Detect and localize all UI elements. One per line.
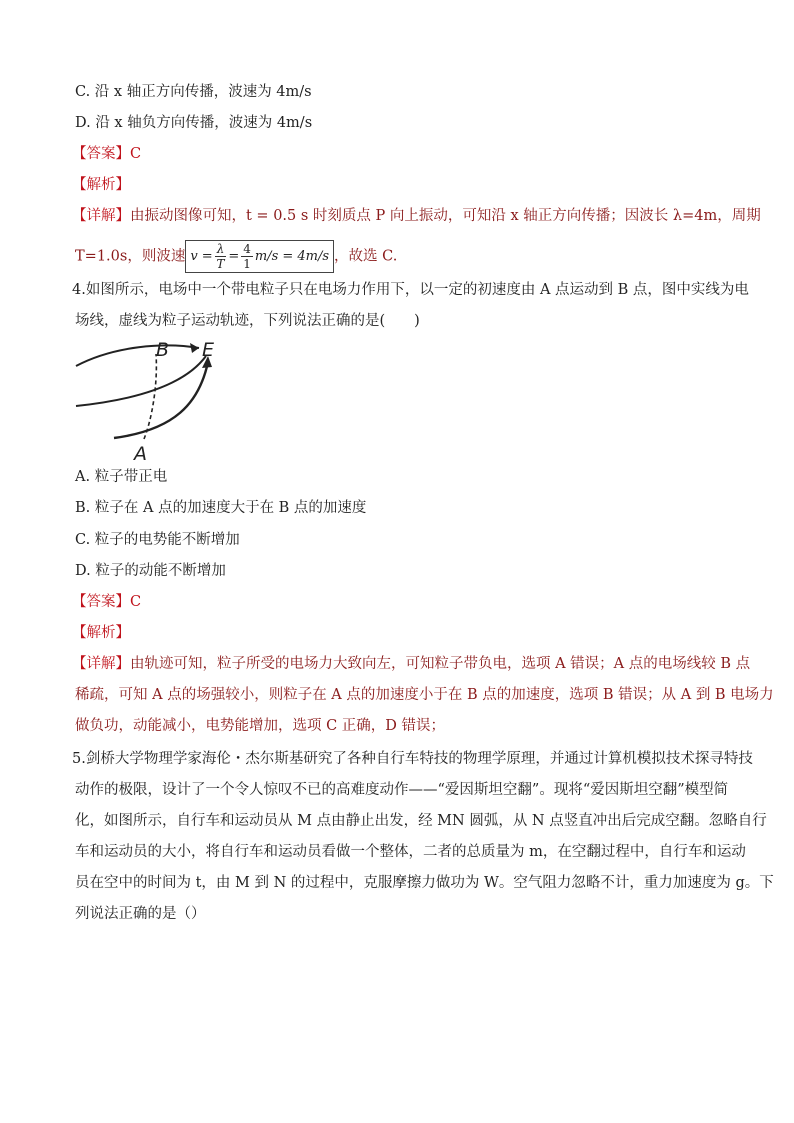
field-line-bottom xyxy=(114,362,208,438)
answer-tag: 【答案】 xyxy=(72,146,130,162)
q5-stem-line6: 列说法正确的是（） xyxy=(75,906,206,922)
fraction-lambda-T xyxy=(215,242,227,271)
answer-tag: 【答案】 xyxy=(72,594,130,610)
q3-detail-line1 xyxy=(72,206,761,226)
formula-v: v = xyxy=(190,249,213,264)
label-E: E xyxy=(202,339,215,361)
q5-stem-line4: 车和运动员的大小，将自行车和运动员看做一个整体，二者的总质量为 m，在空翻过程中，自行车和运动 xyxy=(75,844,746,860)
label-A: A xyxy=(134,443,147,464)
analysis-tag: 【解析】 xyxy=(72,177,130,193)
q3-option-c: C. 沿 x 轴正方向传播，波速为 4m/s xyxy=(75,84,312,100)
analysis-tag: 【解析】 xyxy=(72,625,130,641)
q4-stem-line1: 4.如图所示，电场中一个带电粒子只在电场力作用下，以一定的初速度由 A 点运动到 B 点，图中实线为电 xyxy=(72,282,749,298)
label-B: B xyxy=(156,339,170,361)
formula-4: 4 xyxy=(243,242,251,256)
q4-option-a: A. 粒子带正电 xyxy=(75,469,168,485)
formula-tail: m/s = 4m/s xyxy=(254,249,330,264)
formula-T: T xyxy=(216,257,225,271)
detail-tag: 【详解】 xyxy=(72,656,130,672)
detail-text: T=1.0s，则波速 xyxy=(75,248,186,265)
q4-option-d: D. 粒子的动能不断增加 xyxy=(75,563,226,579)
answer-value: C xyxy=(130,594,142,610)
q5-stem-line2: 动作的极限，设计了一个令人惊叹不已的高难度动作——“爱因斯坦空翻”。现将“爱因斯坦空翻”模型简 xyxy=(75,782,729,798)
field-line-middle xyxy=(76,356,206,406)
velocity-formula xyxy=(185,240,334,273)
fraction-4-1 xyxy=(241,242,253,271)
q5-stem-line3: 化，如图所示，自行车和运动员从 M 点由静止出发，经 MN 圆弧，从 N 点竖直冲出后完成空翻。忽略自行 xyxy=(75,813,767,829)
detail-text: ，故选 C. xyxy=(334,248,398,265)
formula-lambda: λ xyxy=(216,242,225,256)
q4-option-c: C. 粒子的电势能不断增加 xyxy=(75,532,240,548)
q4-answer xyxy=(72,592,141,612)
q3-answer xyxy=(72,144,141,164)
detail-text: 由轨迹可知，粒子所受的电场力大致向左，可知粒子带负电，选项 A 错误；A 点的电场线较 B 点 xyxy=(130,656,751,672)
formula-eq: = xyxy=(228,249,240,264)
q3-analysis-tag xyxy=(72,175,130,195)
field-line-top xyxy=(76,345,199,366)
answer-value: C xyxy=(130,146,142,162)
particle-trajectory xyxy=(144,354,156,439)
q3-option-d: D. 沿 x 轴负方向传播，波速为 4m/s xyxy=(75,115,313,131)
q4-analysis-tag xyxy=(72,623,130,643)
q4-detail-line2: 稀疏，可知 A 点的场强较小，则粒子在 A 点的加速度小于在 B 点的加速度，选项 B 错误；从 A 到 B 电场力 xyxy=(75,687,774,703)
detail-text: 由振动图像可知，t = 0.5 s 时刻质点 P 向上振动，可知沿 x 轴正方向传播；因波长 λ=4m，周期 xyxy=(130,208,761,224)
q4-stem-line2: 场线，虚线为粒子运动轨迹，下列说法正确的是( ) xyxy=(75,313,420,329)
detail-tag: 【详解】 xyxy=(72,208,130,224)
q4-detail-line3: 做负功，动能减小，电势能增加，选项 C 正确，D 错误； xyxy=(75,718,446,734)
q4-detail-line1 xyxy=(72,654,750,674)
q5-stem-line1: 5.剑桥大学物理学家海伦・杰尔斯基研究了各种自行车特技的物理学原理，并通过计算机模拟技术探寻特技 xyxy=(72,751,753,767)
field-arrowhead-top xyxy=(190,343,199,353)
q3-detail-line2 xyxy=(75,240,397,273)
formula-1: 1 xyxy=(243,257,251,271)
q4-option-b: B. 粒子在 A 点的加速度大于在 B 点的加速度 xyxy=(75,500,367,516)
q5-stem-line5: 员在空中的时间为 t，由 M 到 N 的过程中，克服摩擦力做功为 W。空气阻力忽略不计，重力加速度为 g。下 xyxy=(75,875,774,891)
electric-field-figure xyxy=(74,334,234,464)
